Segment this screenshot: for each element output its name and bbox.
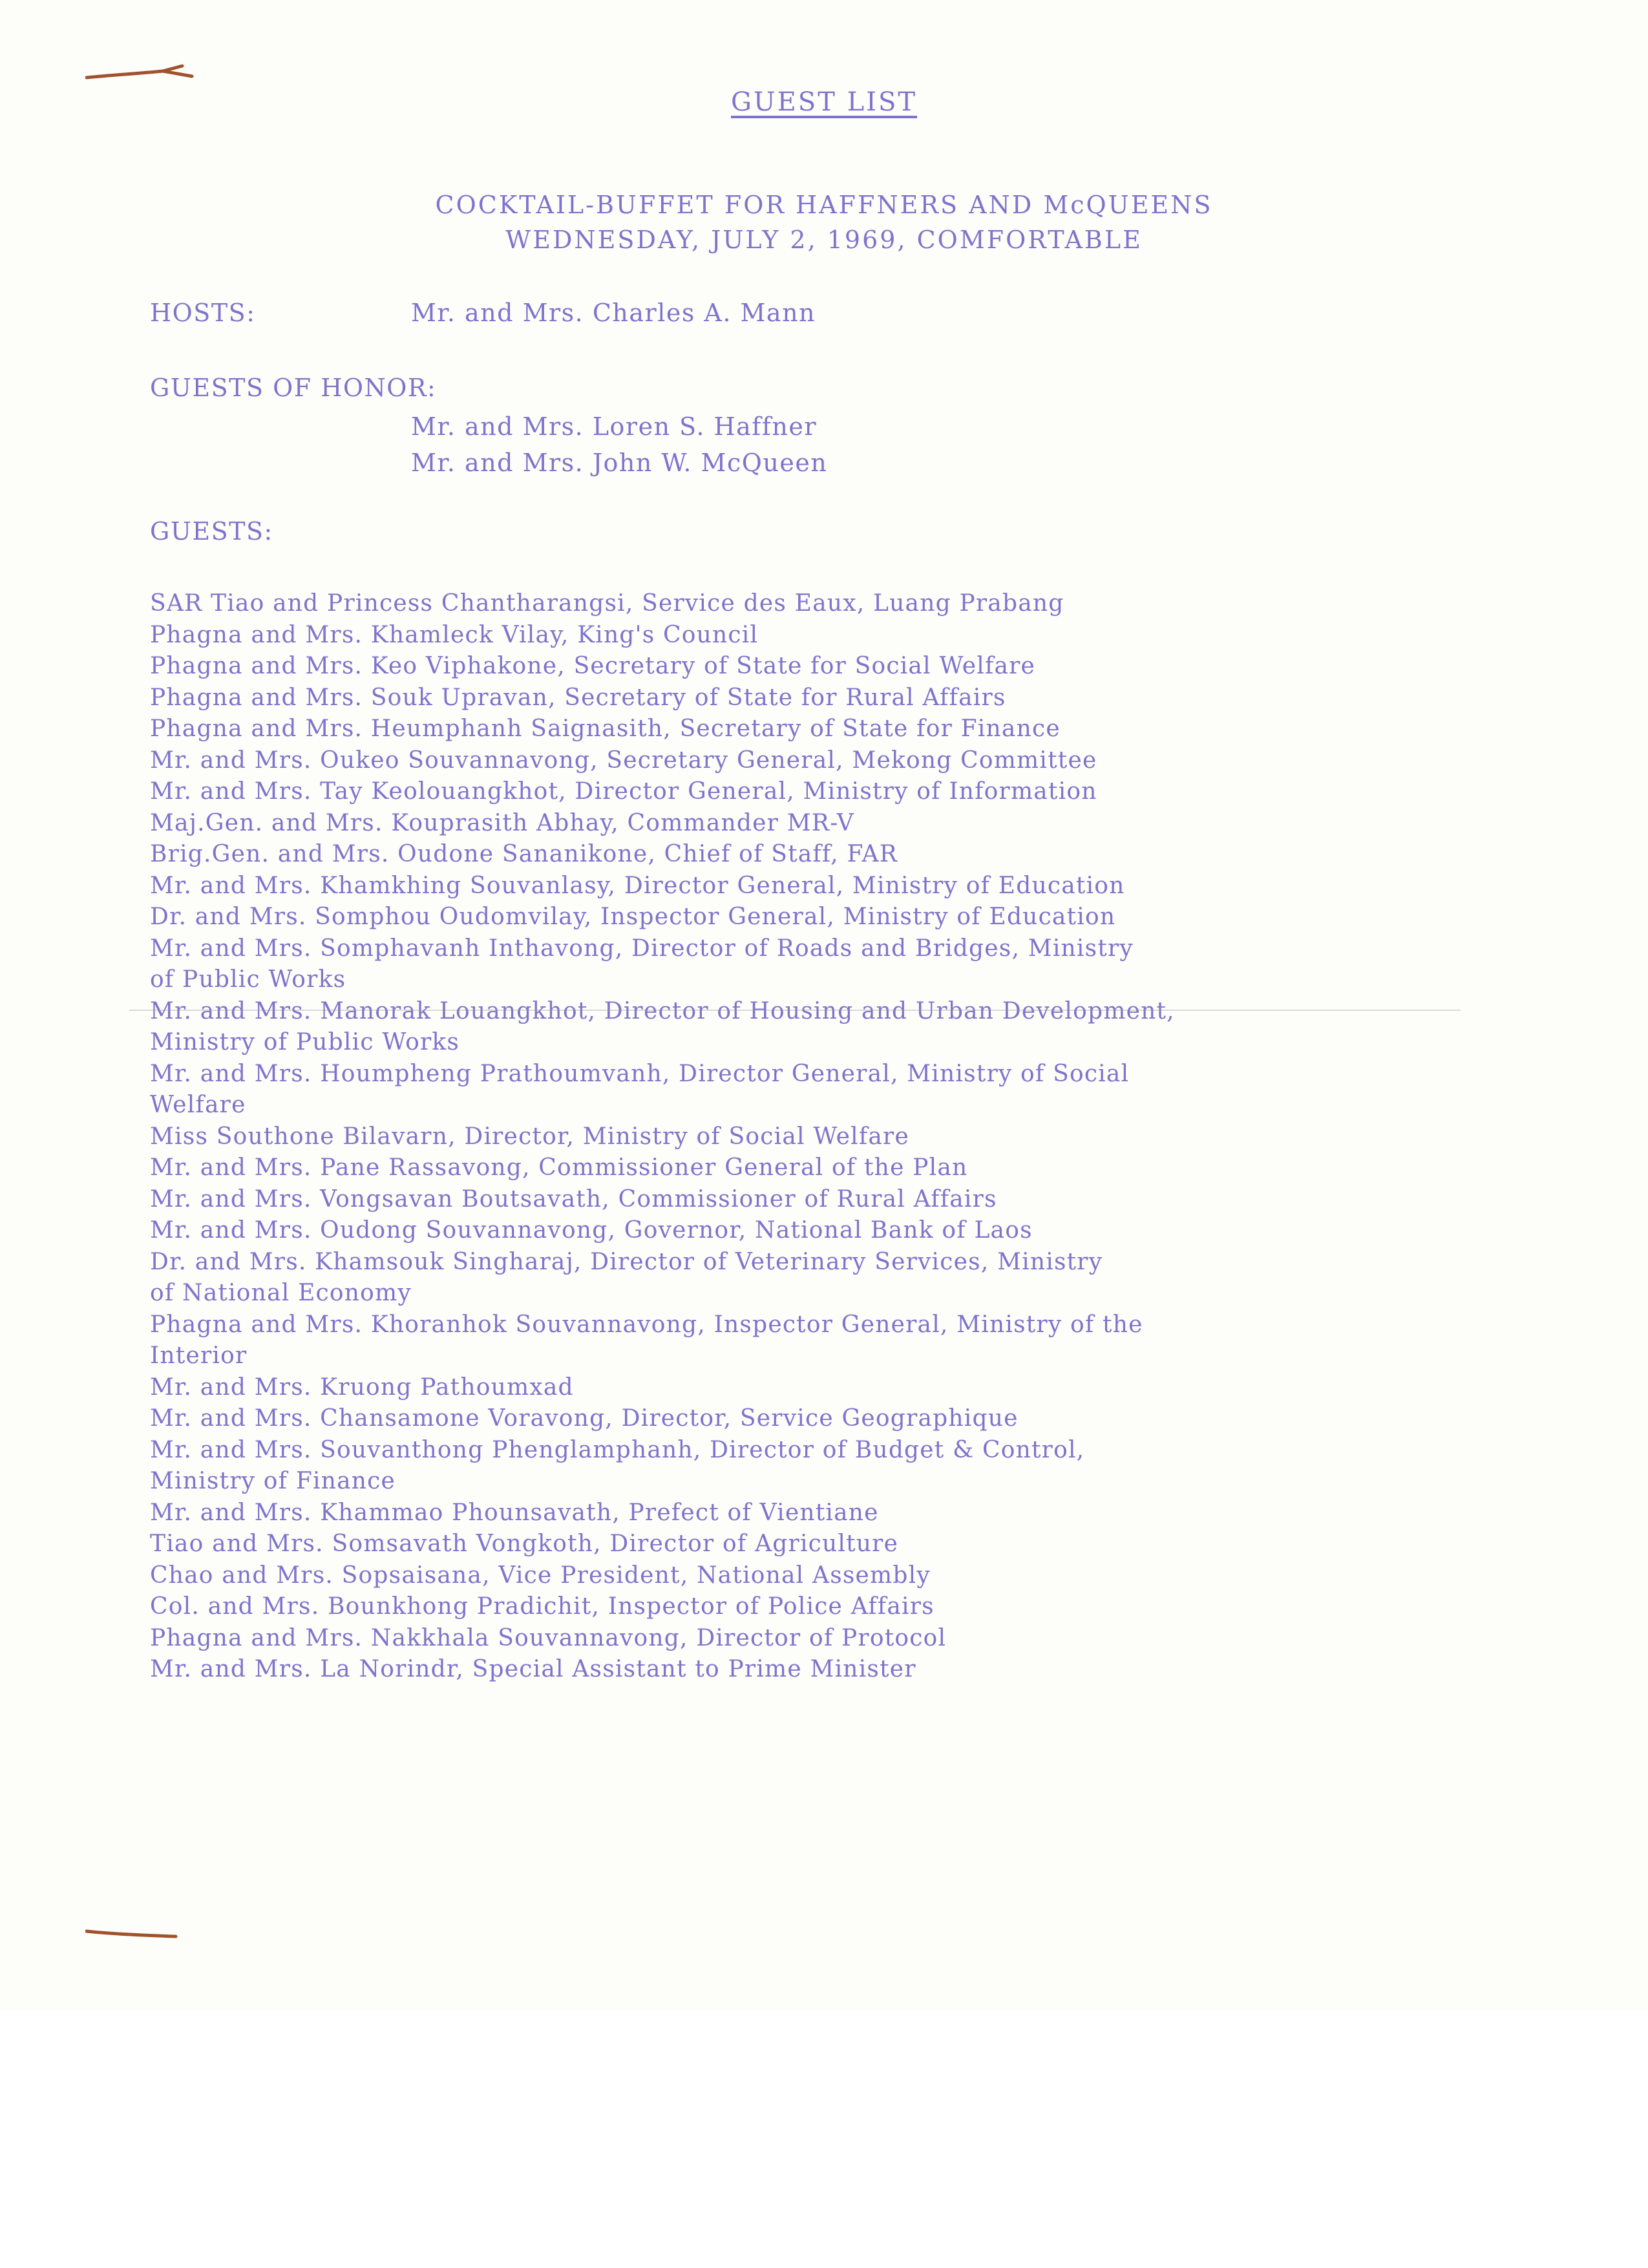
guest-entry-text: Brig.Gen. and Mrs. Oudone Sananikone, Chief of Staff, FAR [150, 841, 898, 867]
guest-entry [150, 1309, 1520, 1372]
guest-entry-text: Maj.Gen. and Mrs. Kouprasith Abhay, Commander MR-V [150, 809, 855, 836]
guest-entry [150, 902, 1520, 933]
paper-fold-line [129, 1010, 1461, 1011]
guest-entry [150, 651, 1520, 683]
honor-guest: Mr. and Mrs. Loren S. Haffner [411, 412, 818, 441]
guest-entry-text: Mr. and Mrs. La Norindr, Special Assistant to Prime Minister [150, 1656, 916, 1682]
subtitle-line-2: WEDNESDAY, JULY 2, 1969, COMFORTABLE [505, 226, 1143, 254]
title-text: GUEST LIST [730, 87, 918, 117]
document-title [0, 87, 1648, 117]
guest-entry-continuation: Welfare [150, 1092, 246, 1118]
guest-entry [150, 1059, 1520, 1121]
guest-entry [150, 808, 1520, 840]
hosts-value: Mr. and Mrs. Charles A. Mann [411, 299, 816, 327]
guest-entry-text: Mr. and Mrs. Pane Rassavong, Commissioner General of the Plan [150, 1154, 968, 1181]
guest-entry-text: Miss Southone Bilavarn, Director, Ministry of Social Welfare [150, 1123, 909, 1150]
staple-mark-bottom [85, 1924, 182, 1943]
hosts-label: HOSTS: [150, 299, 256, 327]
guest-entry [150, 1560, 1520, 1592]
guest-entry-text: Phagna and Mrs. Keo Viphakone, Secretary of State for Social Welfare [150, 653, 1036, 679]
guest-entry [150, 1403, 1520, 1435]
guest-entry-text: Mr. and Mrs. Khammao Phounsavath, Prefect of Vientiane [150, 1499, 879, 1526]
guest-entry-text: Phagna and Mrs. Khamleck Vilay, King's Council [150, 621, 759, 648]
guest-entry-text: Phagna and Mrs. Khoranhok Souvannavong, Inspector General, Ministry of the [150, 1311, 1143, 1338]
guest-entry-text: Mr. and Mrs. Kruong Pathoumxad [150, 1373, 574, 1401]
guest-entry [150, 745, 1520, 777]
guest-entry-text: Mr. and Mrs. Manorak Louangkhot, Director of Housing and Urban Development, [150, 997, 1175, 1024]
guest-entry [150, 683, 1520, 714]
guest-entry [150, 1121, 1520, 1153]
guest-entry [150, 1247, 1520, 1309]
guest-entry-text: Mr. and Mrs. Chansamone Voravong, Director, Service Geographique [150, 1405, 1019, 1432]
guest-entry-text: Dr. and Mrs. Somphou Oudomvilay, Inspector General, Ministry of Education [150, 904, 1116, 930]
guest-entry [150, 1591, 1520, 1623]
guest-entry [150, 1529, 1520, 1560]
guest-entry-text: Mr. and Mrs. Tay Keolouangkhot, Director General, Ministry of Information [150, 778, 1097, 805]
guest-entry [150, 776, 1520, 808]
guest-entry-text: Mr. and Mrs. Oudong Souvannavong, Governor, National Bank of Laos [150, 1217, 1033, 1244]
guest-entry-continuation: Ministry of Public Works [150, 1029, 460, 1055]
guest-entry [150, 871, 1520, 902]
guest-entry [150, 1372, 1520, 1404]
subtitle-line-1: COCKTAIL-BUFFET FOR HAFFNERS AND McQUEENS [435, 191, 1213, 219]
guest-entry-text: Phagna and Mrs. Souk Upravan, Secretary of State for Rural Affairs [150, 684, 1006, 711]
guest-entry [150, 1152, 1520, 1184]
guest-entry-continuation: of Public Works [150, 966, 346, 993]
guests-of-honor-label: GUESTS OF HONOR: [150, 374, 437, 402]
guest-entry-continuation: Interior [150, 1342, 248, 1369]
honor-guest: Mr. and Mrs. John W. McQueen [411, 449, 828, 477]
guest-entry [150, 1184, 1520, 1216]
guest-entry [150, 1623, 1520, 1655]
guest-entry-text: Mr. and Mrs. Vongsavan Boutsavath, Commissioner of Rural Affairs [150, 1185, 997, 1213]
guest-entry [150, 620, 1520, 652]
guest-entry-text: Phagna and Mrs. Heumphanh Saignasith, Secretary of State for Finance [150, 715, 1061, 742]
guest-entry [150, 839, 1520, 871]
guest-entry-text: Mr. and Mrs. Oukeo Souvannavong, Secretary General, Mekong Committee [150, 747, 1097, 774]
guest-entry-text: Mr. and Mrs. Somphavanh Inthavong, Director of Roads and Bridges, Ministry [150, 935, 1134, 962]
guest-entry [150, 1654, 1520, 1686]
guest-entry-text: Mr. and Mrs. Souvanthong Phenglamphanh, Director of Budget & Control, [150, 1436, 1085, 1463]
staple-mark-top [85, 59, 195, 85]
guest-entry-text: Col. and Mrs. Bounkhong Pradichit, Inspector of Police Affairs [150, 1593, 935, 1620]
guest-entry [150, 1498, 1520, 1529]
guest-entry-text: SAR Tiao and Princess Chantharangsi, Service des Eaux, Luang Prabang [150, 590, 1064, 617]
guest-entry [150, 933, 1520, 996]
guest-entry-text: Mr. and Mrs. Khamkhing Souvanlasy, Director General, Ministry of Education [150, 872, 1125, 899]
guest-entry-continuation: of National Economy [150, 1280, 412, 1306]
guests-label: GUESTS: [150, 517, 273, 546]
guest-entry-text: Dr. and Mrs. Khamsouk Singharaj, Director of Veterinary Services, Ministry [150, 1248, 1103, 1275]
guest-entry [150, 588, 1520, 620]
guest-entry [150, 1435, 1520, 1498]
guest-list [150, 588, 1520, 1686]
event-subtitle [0, 187, 1648, 257]
guest-entry-text: Phagna and Mrs. Nakkhala Souvannavong, Director of Protocol [150, 1624, 947, 1651]
guests-of-honor-list [411, 408, 827, 481]
guest-entry [150, 714, 1520, 745]
guest-entry-text: Mr. and Mrs. Houmpheng Prathoumvanh, Director General, Ministry of Social [150, 1060, 1130, 1087]
guest-entry [150, 996, 1520, 1059]
guest-entry-text: Chao and Mrs. Sopsaisana, Vice President, National Assembly [150, 1562, 931, 1589]
guest-entry-text: Tiao and Mrs. Somsavath Vongkoth, Director of Agriculture [150, 1531, 899, 1557]
guest-entry-continuation: Ministry of Finance [150, 1468, 396, 1494]
guest-entry [150, 1215, 1520, 1247]
